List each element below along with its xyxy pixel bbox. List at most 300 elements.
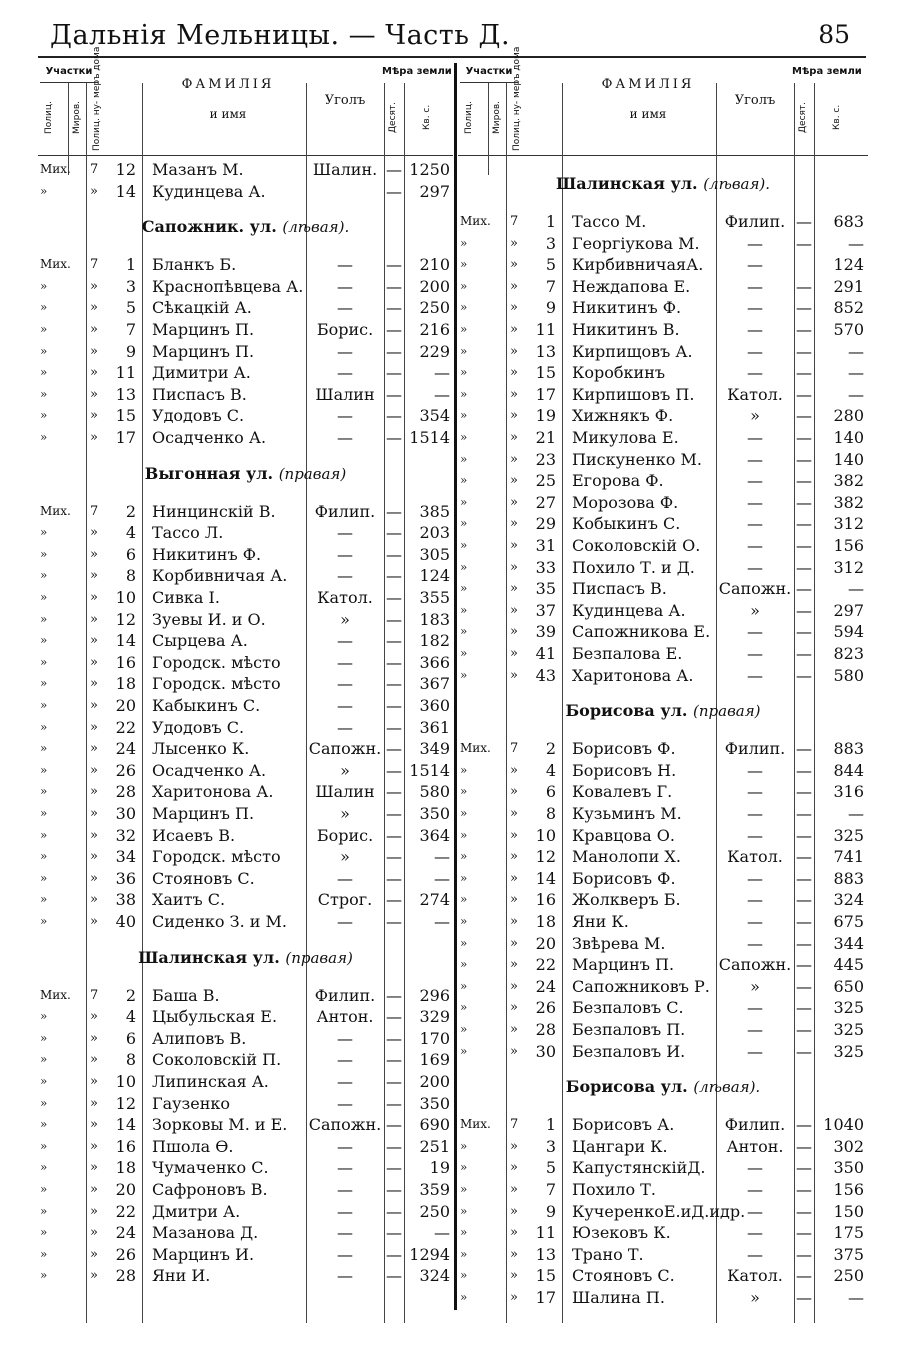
land-sq-sazhen: 170: [419, 1028, 450, 1048]
owner-name: Марцинъ П.: [572, 955, 675, 975]
owner-name: Соколовскій О.: [572, 536, 701, 555]
header-familiya: ФАМИЛІЯ: [601, 77, 695, 92]
owner-name: Шалина П.: [572, 1288, 665, 1307]
corner-street: Филип.: [314, 501, 376, 521]
owner-name: Сафроновъ В.: [152, 1180, 268, 1199]
corner-street: —: [337, 1050, 353, 1070]
land-sq-sazhen: 229: [419, 341, 450, 361]
corner-street: Катол.: [317, 588, 373, 607]
land-sq-sazhen: 251: [419, 1136, 450, 1156]
table-row: [458, 276, 868, 297]
police-district: »: [460, 473, 468, 488]
owner-name: Яни И.: [152, 1266, 211, 1286]
owner-name: Бланкъ Б.: [152, 255, 237, 275]
house-number: 3: [545, 1136, 556, 1156]
land-desyatin: —: [386, 341, 402, 361]
table-row: [458, 319, 868, 340]
table-row: [458, 427, 868, 448]
house-number: 32: [115, 825, 136, 845]
house-number: 29: [535, 514, 556, 534]
land-sq-sazhen: 200: [419, 276, 450, 296]
header-mera-zemli: Мѣра земли: [382, 66, 452, 77]
land-desyatin: —: [386, 363, 402, 383]
house-number: 13: [535, 341, 556, 361]
land-sq-sazhen: —: [434, 912, 450, 931]
land-sq-sazhen: —: [434, 847, 450, 867]
land-sq-sazhen: 360: [419, 696, 450, 715]
house-number: 15: [535, 1266, 556, 1286]
land-desyatin: —: [386, 1093, 402, 1113]
owner-name: Сиденко З. и М.: [152, 912, 287, 931]
police-district: »: [40, 590, 48, 604]
house-number: 27: [535, 492, 556, 512]
land-desyatin: —: [796, 825, 812, 845]
land-sq-sazhen: —: [434, 1223, 450, 1243]
table-row: [458, 997, 868, 1018]
table-row: [458, 470, 868, 491]
police-district: »: [40, 806, 48, 820]
header-ugol: Уголъ: [734, 93, 776, 108]
house-number: 4: [125, 523, 136, 543]
land-sq-sazhen: 210: [419, 255, 450, 275]
civil-district: »: [510, 1000, 518, 1016]
land-sq-sazhen: —: [434, 363, 450, 383]
house-number: 12: [535, 847, 556, 867]
corner-street: —: [747, 1180, 763, 1199]
house-number: 6: [545, 782, 556, 802]
land-sq-sazhen: 280: [833, 406, 864, 426]
corner-street: —: [747, 276, 763, 296]
table-row: [458, 535, 868, 556]
police-district: »: [40, 546, 48, 561]
corner-street: —: [337, 912, 353, 931]
owner-name: Хижнякъ Ф.: [572, 406, 674, 426]
corner-street: —: [747, 933, 763, 953]
table-row: [38, 1244, 453, 1265]
owner-name: Юзековъ К.: [572, 1223, 671, 1243]
police-district: »: [460, 257, 468, 272]
police-district: »: [460, 1203, 468, 1218]
police-district: »: [40, 1203, 48, 1218]
corner-street: —: [337, 1028, 353, 1048]
civil-district: 7: [90, 162, 99, 177]
house-number: 26: [535, 998, 556, 1018]
land-desyatin: —: [796, 341, 812, 361]
land-sq-sazhen: 124: [419, 566, 450, 586]
corner-street: —: [337, 696, 353, 715]
police-district: »: [40, 322, 48, 336]
police-district: »: [40, 1030, 48, 1045]
land-desyatin: —: [386, 609, 402, 629]
civil-district: »: [90, 892, 98, 908]
land-sq-sazhen: 19: [429, 1158, 450, 1178]
house-number: 19: [535, 406, 556, 426]
house-number: 24: [535, 976, 556, 996]
street-name: Шалинская ул.: [555, 174, 698, 193]
street-name: Сапожник. ул.: [141, 217, 277, 237]
police-district: »: [460, 1160, 468, 1175]
table-row: [458, 803, 868, 824]
land-sq-sazhen: 349: [419, 739, 450, 759]
land-sq-sazhen: 355: [419, 588, 450, 607]
house-number: 8: [125, 566, 136, 586]
house-number: 4: [125, 1007, 136, 1027]
land-sq-sazhen: 296: [419, 985, 450, 1005]
house-number: 40: [115, 912, 136, 931]
police-district: »: [40, 741, 48, 756]
police-district: »: [40, 1225, 48, 1240]
owner-name: Микулова Е.: [572, 428, 679, 447]
owner-name: Марцинъ П.: [152, 804, 255, 823]
land-desyatin: —: [796, 298, 812, 318]
land-sq-sazhen: 852: [833, 298, 864, 318]
civil-district: »: [90, 1160, 98, 1176]
street-side: (правая): [278, 464, 347, 483]
house-number: 11: [535, 320, 556, 339]
land-desyatin: —: [386, 160, 402, 179]
land-desyatin: —: [796, 579, 812, 599]
table-row: [458, 911, 868, 932]
house-number: 20: [115, 1180, 136, 1199]
civil-district: 7: [510, 1117, 519, 1133]
land-sq-sazhen: —: [848, 233, 864, 253]
land-sq-sazhen: 580: [833, 665, 864, 685]
table-row: [458, 362, 868, 383]
land-sq-sazhen: 382: [833, 471, 864, 491]
land-sq-sazhen: 683: [833, 212, 864, 231]
owner-name: Зорковы М. и Е.: [152, 1115, 288, 1135]
police-district: »: [40, 611, 48, 626]
table-row: [38, 985, 453, 1006]
land-sq-sazhen: —: [848, 341, 864, 361]
land-sq-sazhen: 382: [833, 492, 864, 512]
owner-name: Кабыкинъ С.: [152, 696, 261, 715]
house-number: 30: [535, 1041, 556, 1061]
owner-name: Пискуненко М.: [572, 449, 702, 469]
police-district: »: [40, 1074, 48, 1088]
land-sq-sazhen: 741: [833, 847, 864, 867]
land-desyatin: —: [386, 406, 402, 426]
police-district: »: [460, 827, 468, 842]
street-name: Шалинская ул.: [138, 947, 280, 967]
owner-name: Неждапова Е.: [572, 276, 691, 296]
land-desyatin: —: [796, 1201, 812, 1221]
street-heading: [458, 698, 868, 724]
land-desyatin: —: [796, 492, 812, 512]
corner-street: »: [340, 804, 350, 823]
house-number: 7: [545, 276, 556, 296]
police-district: »: [460, 278, 468, 293]
owner-name: Пшола Ѳ.: [152, 1136, 234, 1156]
owner-name: Кудинцева А.: [572, 600, 686, 620]
land-desyatin: —: [796, 449, 812, 469]
house-number: 1: [545, 1115, 556, 1135]
table-row: [38, 609, 453, 630]
land-desyatin: —: [796, 1223, 812, 1243]
land-sq-sazhen: 324: [833, 890, 864, 910]
land-sq-sazhen: 375: [833, 1244, 864, 1264]
police-district: »: [40, 408, 48, 423]
land-sq-sazhen: 344: [833, 933, 864, 953]
police-district: »: [460, 343, 468, 358]
corner-street: Сапожн.: [718, 579, 792, 599]
corner-street: »: [750, 1288, 760, 1307]
column-divider: [454, 63, 457, 1310]
civil-district: »: [510, 430, 518, 445]
house-number: 28: [115, 782, 136, 802]
land-sq-sazhen: 312: [833, 557, 864, 577]
land-sq-sazhen: 156: [833, 536, 864, 555]
house-number: 30: [115, 804, 136, 823]
civil-district: »: [510, 827, 518, 843]
land-desyatin: —: [386, 1244, 402, 1264]
table-row: [38, 587, 453, 608]
table-row: [38, 1071, 453, 1092]
header-kv-s: Кв. с.: [832, 104, 842, 130]
street-side: (правая): [693, 702, 761, 721]
land-desyatin: —: [796, 536, 812, 555]
civil-district: »: [90, 1052, 98, 1068]
police-district: »: [40, 870, 48, 885]
land-desyatin: —: [386, 501, 402, 521]
table-row: [38, 522, 453, 543]
land-desyatin: —: [386, 985, 402, 1005]
owner-name: Кирпищовъ А.: [572, 341, 693, 361]
owner-name: Лысенко К.: [152, 739, 250, 759]
table-row: [38, 803, 453, 824]
police-district: »: [40, 784, 48, 799]
corner-street: —: [337, 1266, 353, 1286]
police-district: »: [460, 870, 468, 885]
civil-district: »: [510, 300, 518, 316]
civil-district: »: [510, 1182, 518, 1197]
header-i-imya: и имя: [209, 107, 247, 121]
police-district: »: [460, 849, 468, 864]
police-district: »: [460, 1290, 468, 1304]
corner-street: —: [747, 233, 763, 253]
corner-street: —: [747, 804, 763, 823]
corner-street: Филип.: [314, 985, 376, 1005]
house-number: 16: [115, 1136, 136, 1156]
owner-name: Удодовъ С.: [152, 406, 245, 426]
table-header: [458, 46, 868, 156]
corner-street: —: [747, 557, 763, 577]
table-row: [458, 211, 868, 232]
header-uchastki: Участки: [45, 66, 93, 77]
land-sq-sazhen: 203: [419, 523, 450, 543]
civil-district: »: [510, 935, 518, 951]
civil-district: »: [510, 1138, 518, 1154]
header-desyat: Десят.: [388, 101, 398, 133]
street-heading: [38, 214, 453, 240]
header-mirov: Миров.: [492, 101, 502, 135]
table-row: [38, 781, 453, 802]
police-district: »: [40, 343, 48, 358]
table-row: [38, 1265, 453, 1286]
civil-district: »: [510, 1246, 518, 1262]
land-desyatin: —: [386, 868, 402, 888]
land-sq-sazhen: 200: [419, 1072, 450, 1091]
house-number: 13: [535, 1244, 556, 1264]
owner-name: Чумаченко С.: [152, 1158, 269, 1178]
corner-street: —: [747, 665, 763, 685]
corner-street: —: [337, 1093, 353, 1113]
house-number: 28: [535, 1020, 556, 1039]
civil-district: »: [510, 1160, 518, 1176]
house-number: 11: [535, 1223, 556, 1243]
land-desyatin: —: [386, 181, 402, 201]
police-district: »: [460, 494, 468, 509]
land-sq-sazhen: 150: [833, 1201, 864, 1221]
house-number: 39: [535, 622, 556, 642]
police-district: »: [460, 914, 468, 928]
land-desyatin: —: [386, 782, 402, 802]
corner-street: Филип.: [724, 1115, 786, 1135]
house-number: 14: [115, 181, 136, 201]
owner-name: КучеренкоЕ.иД.идр.: [572, 1201, 746, 1221]
owner-name: Осадченко А.: [152, 760, 267, 780]
land-sq-sazhen: 175: [833, 1223, 864, 1243]
civil-district: »: [510, 451, 518, 467]
corner-street: —: [337, 1223, 353, 1243]
table-row: [38, 1006, 453, 1027]
corner-street: —: [337, 868, 353, 888]
civil-district: »: [90, 525, 98, 541]
corner-street: —: [337, 255, 353, 275]
corner-street: —: [337, 631, 353, 651]
land-desyatin: —: [796, 428, 812, 447]
owner-name: Стояновъ С.: [572, 1266, 675, 1286]
house-number: 18: [115, 674, 136, 694]
table-row: [38, 384, 453, 405]
civil-district: »: [90, 546, 98, 562]
table-row: [458, 557, 868, 578]
land-sq-sazhen: 1514: [409, 760, 450, 780]
owner-name: Кобыкинъ С.: [572, 514, 681, 534]
police-district: »: [40, 1268, 48, 1283]
land-desyatin: —: [796, 622, 812, 642]
land-sq-sazhen: —: [434, 868, 450, 888]
owner-name: Хаитъ С.: [152, 890, 226, 910]
table-row: [458, 1136, 868, 1157]
police-district: Мих.: [40, 162, 71, 176]
land-desyatin: —: [796, 1288, 812, 1307]
corner-street: —: [747, 492, 763, 512]
land-sq-sazhen: 350: [419, 804, 450, 823]
land-sq-sazhen: 324: [419, 1266, 450, 1286]
civil-district: »: [90, 590, 98, 605]
land-desyatin: —: [386, 890, 402, 910]
land-sq-sazhen: 594: [833, 622, 864, 642]
table-row: [458, 405, 868, 426]
civil-district: »: [510, 343, 518, 359]
civil-district: »: [510, 386, 518, 402]
house-number: 2: [125, 985, 136, 1005]
corner-street: —: [337, 523, 353, 543]
owner-name: Кудинцева А.: [152, 181, 266, 201]
table-header: [38, 46, 453, 156]
header-desyat: Десят.: [798, 101, 808, 133]
civil-district: »: [510, 1203, 518, 1219]
house-number: 18: [115, 1158, 136, 1178]
house-number: 6: [125, 1028, 136, 1048]
land-desyatin: —: [796, 868, 812, 888]
table-row: [38, 673, 453, 694]
land-desyatin: —: [386, 384, 402, 404]
table-row: [38, 159, 453, 180]
owner-name: Гаузенко: [152, 1093, 231, 1113]
land-sq-sazhen: 361: [419, 717, 450, 737]
corner-street: —: [747, 514, 763, 534]
owner-name: Сѣкацкій А.: [152, 298, 252, 318]
owner-name: Борисовъ А.: [572, 1115, 675, 1135]
owner-name: Харитонова А.: [152, 782, 274, 802]
table-row: [38, 630, 453, 651]
civil-district: »: [90, 408, 98, 424]
civil-district: »: [510, 806, 518, 821]
header-familiya: ФАМИЛІЯ: [181, 77, 275, 92]
owner-name: Кирпишовъ П.: [572, 384, 695, 404]
civil-district: »: [510, 667, 518, 683]
land-desyatin: —: [796, 514, 812, 534]
land-desyatin: —: [796, 782, 812, 802]
police-district: »: [460, 581, 468, 596]
police-district: »: [40, 827, 48, 842]
corner-street: —: [747, 1223, 763, 1243]
civil-district: »: [90, 1182, 98, 1197]
table-row: [458, 846, 868, 867]
owner-name: Мазанъ М.: [152, 160, 244, 179]
police-district: »: [460, 1182, 468, 1196]
street-side: (лѣвая).: [282, 218, 350, 237]
house-number: 3: [545, 233, 556, 253]
owner-name: Сапожниковъ Р.: [572, 976, 710, 996]
table-row: [38, 825, 453, 846]
corner-street: —: [747, 255, 763, 275]
owner-name: Городск. мѣсто: [152, 652, 281, 672]
owner-name: Мазанова Д.: [152, 1223, 259, 1243]
corner-street: —: [337, 341, 353, 361]
house-number: 21: [535, 428, 556, 447]
owner-name: Цыбульская Е.: [152, 1007, 278, 1027]
owner-name: Егорова Ф.: [572, 471, 664, 491]
police-district: »: [40, 1052, 48, 1067]
corner-street: »: [750, 600, 760, 620]
land-sq-sazhen: 297: [419, 181, 450, 201]
civil-district: »: [510, 914, 518, 929]
police-district: Мих.: [40, 503, 71, 518]
corner-street: Шалин: [315, 782, 375, 802]
corner-street: —: [747, 782, 763, 802]
police-district: »: [460, 784, 468, 799]
house-number: 12: [115, 160, 136, 179]
house-number: 10: [115, 588, 136, 607]
land-sq-sazhen: 250: [419, 298, 450, 318]
corner-street: —: [747, 622, 763, 642]
house-number: 17: [535, 1288, 556, 1307]
table-row: [458, 233, 868, 254]
land-desyatin: —: [386, 544, 402, 564]
house-number: 8: [545, 804, 556, 823]
police-district: »: [40, 849, 48, 864]
house-number: 33: [535, 557, 556, 577]
police-district: »: [460, 1246, 468, 1261]
land-sq-sazhen: 329: [419, 1007, 450, 1027]
police-district: »: [40, 892, 48, 907]
house-number: 14: [115, 631, 136, 651]
civil-district: »: [510, 257, 518, 273]
table-row: [38, 319, 453, 340]
